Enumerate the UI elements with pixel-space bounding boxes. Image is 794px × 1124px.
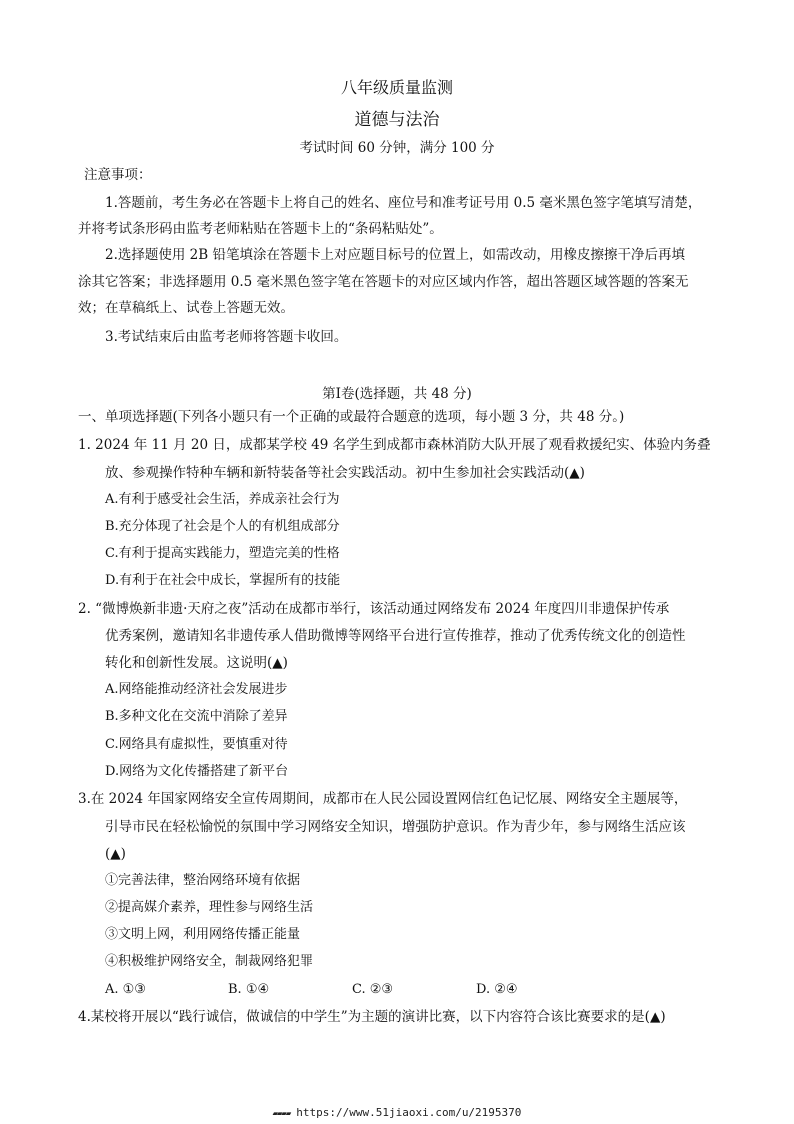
note-line: 2.选择题使用 2B 铅笔填涂在答题卡上对应题目标号的位置上，如需改动，用橡皮擦擦干净后再填: [105, 247, 685, 263]
footer-mark: ▰▰▰▰: [272, 1109, 291, 1119]
question-3-stem: 引导市民在轻松愉悦的氛围中学习网络安全知识，增强防护意识。作为青少年，参与网络生活应该: [105, 819, 686, 835]
question-3-choice-b: B. ①④: [228, 982, 270, 997]
question-2-option-b: B.多种文化在交流中消除了差异: [105, 709, 288, 724]
footer-url[interactable]: https://www.51jiaoxi.com/u/2195370: [296, 1106, 522, 1119]
note-line: 效；在草稿纸上、试卷上答题无效。: [78, 300, 294, 316]
question-3-item: ②提高媒介素养，理性参与网络生活: [105, 900, 314, 915]
note-line: 1.答题前，考生务必在答题卡上将自己的姓名、座位号和准考证号用 0.5 毫米黑色签字笔填写清楚，: [105, 195, 702, 211]
question-3-choice-d: D. ②④: [476, 982, 518, 997]
question-3-stem: (▲): [105, 846, 126, 862]
question-3-choice-a: A. ①③: [105, 982, 146, 997]
note-line: 并将考试条形码由监考老师粘贴在答题卡上的“条码粘贴处”。: [78, 221, 443, 237]
question-1-option-a: A.有利于感受社会生活，养成亲社会行为: [105, 492, 340, 507]
question-2-option-d: D.网络为文化传播搭建了新平台: [105, 764, 289, 779]
notes-heading: 注意事项：: [84, 167, 152, 183]
footer: [0, 1106, 794, 1119]
question-1-option-c: C.有利于提高实践能力，塑造完美的性格: [105, 546, 340, 561]
section-instruction: 一、单项选择题(下列各小题只有一个正确的或最符合题意的选项，每小题 3 分，共 48 分。): [78, 409, 625, 425]
question-3-stem: 3.在 2024 年国家网络安全宣传周期间，成都市在人民公园设置网信红色记忆展、网络安全主题展等，: [78, 791, 688, 807]
section-title: 第Ⅰ卷(选择题，共 48 分): [322, 386, 472, 402]
question-2-stem: 优秀案例，邀请知名非遗传承人借助微博等网络平台进行宣传推荐，推动了优秀传统文化的创造性: [105, 628, 686, 644]
subject-title: 道德与法治: [354, 110, 440, 130]
note-line: 涂其它答案；非选择题用 0.5 毫米黑色签字笔在答题卡的对应区域内作答，超出答题区域答题的答案无: [78, 274, 689, 290]
question-1-option-b: B.充分体现了社会是个人的有机组成部分: [105, 519, 340, 534]
question-2-stem: 转化和创新性发展。这说明(▲): [105, 655, 288, 671]
question-2-option-a: A.网络能推动经济社会发展进步: [105, 682, 288, 697]
question-2-stem: 2. “微博焕新非遗·天府之夜”活动在成都市举行，该活动通过网络发布 2024 年度四川非遗保护传承: [78, 601, 670, 617]
question-3-item: ③文明上网，利用网络传播正能量: [105, 927, 301, 942]
question-3-item: ④积极维护网络安全，制裁网络犯罪: [105, 954, 314, 969]
question-1-stem: 放、参观操作特种车辆和新特装备等社会实践活动。初中生参加社会实践活动(▲): [105, 465, 585, 481]
question-2-option-c: C.网络具有虚拟性，要慎重对待: [105, 737, 288, 752]
question-3-item: ①完善法律，整治网络环境有依据: [105, 873, 301, 888]
question-4-stem: 4.某校将开展以“践行诚信，做诚信的中学生”为主题的演讲比赛，以下内容符合该比赛要求的是(▲): [78, 1009, 666, 1025]
exam-title: 八年级质量监测: [340, 78, 453, 97]
question-3-choice-c: C. ②③: [352, 982, 394, 997]
note-line: 3.考试结束后由监考老师将答题卡收回。: [105, 329, 348, 345]
question-1-stem: 1. 2024 年 11 月 20 日，成都某学校 49 名学生到成都市森林消防大队开展了观看救援纪实、体验内务叠: [78, 437, 711, 453]
exam-info: 考试时间 60 分钟，满分 100 分: [299, 140, 495, 156]
question-1-option-d: D.有利于在社会中成长，掌握所有的技能: [105, 573, 341, 588]
